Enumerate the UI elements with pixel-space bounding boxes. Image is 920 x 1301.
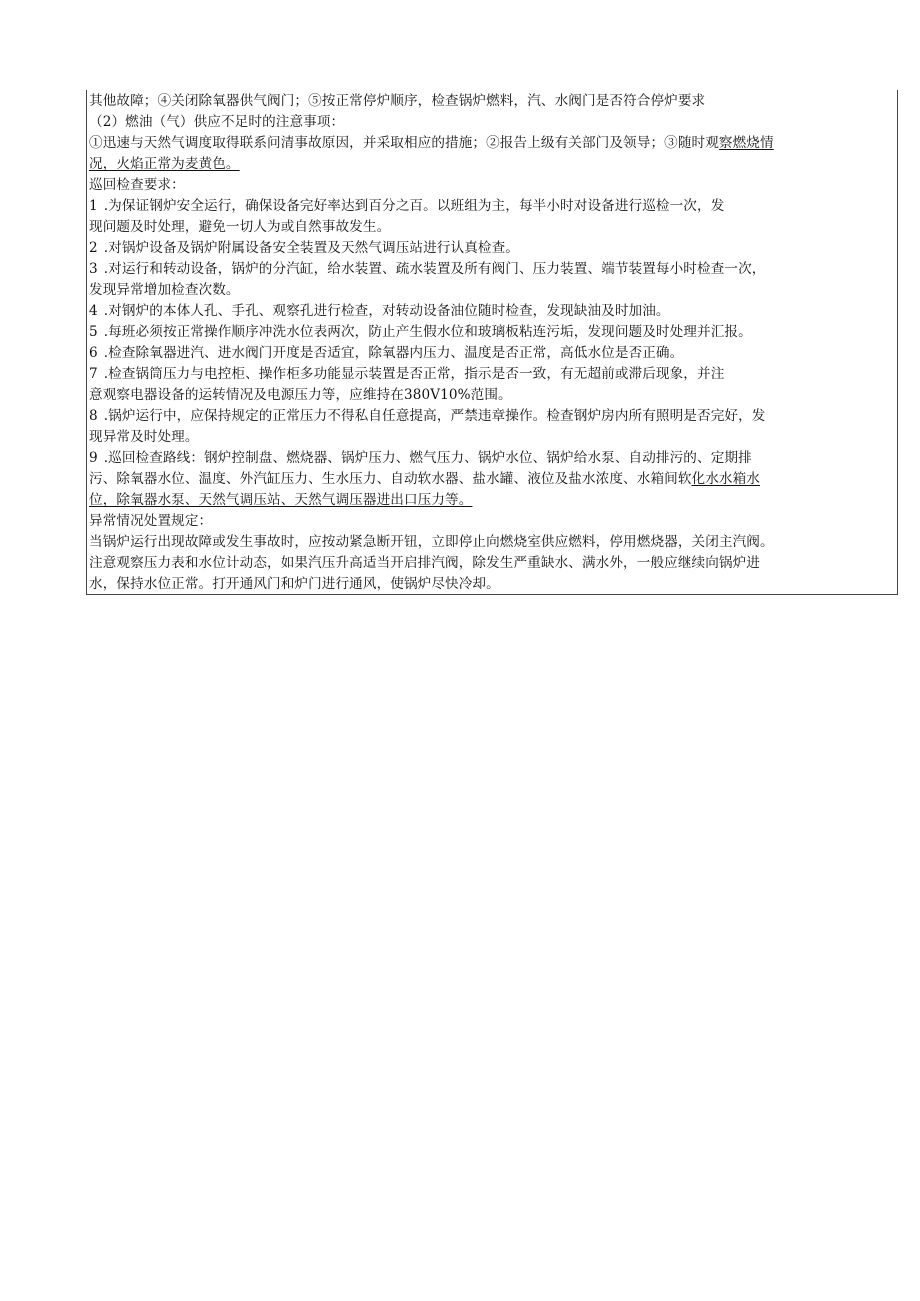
patrol-item-1: 1 .为保证钢炉安全运行，确保设备完好率达到百分之百。以班组为主，每半小时对设备进行巡检一次，发	[89, 198, 725, 214]
text-line-1: 其他故障；④关闭除氧器供气阀门；⑤按正常停炉顺序，检查锅炉燃料，汽、水阀门是否符合停炉要求	[89, 93, 706, 109]
abnormal-line-2: 注意观察压力表和水位计动态，如果汽压升高适当开启排汽阀，除发生严重缺水、满水外，一般应继续向锅炉进	[89, 555, 760, 571]
patrol-item-9-cont-2: 位，除氧器水泵、天然气调压站、天然气调压器进出口压力等。	[89, 492, 473, 508]
patrol-item-2: 2 .对锅炉设备及锅炉附属设备安全装置及天然气调压站进行认真检查。	[89, 240, 519, 256]
abnormal-line-1: 当锅炉运行出现故障或发生事故时，应按动紧急断开钮，立即停止向燃烧室供应燃料，停用燃烧器，关闭主汽阀。	[89, 534, 774, 550]
patrol-item-7: 7 .检查锅筒压力与电控柜、操作柜多功能显示装置是否正常，指示是否一致，有无超前或滞后现象，并注	[89, 366, 725, 382]
patrol-item-5: 5 .每班必须按正常操作顺序冲洗水位表两次，防止产生假水位和玻璃板粘连污垢，发现问题及时处理并汇报。	[89, 324, 752, 340]
patrol-item-3-cont: 发现异常增加检查次数。	[89, 282, 240, 298]
patrol-item-4: 4 .对钢炉的本体人孔、手孔、观察孔进行检查，对转动设备油位随时检查，发现缺油及时加油。	[89, 303, 670, 319]
patrol-item-9-cont: 污、除氧器水位、温度、外汽缸压力、生水压力、自动软水器、盐水罐、液位及盐水浓度、水箱间软化水水箱水	[89, 471, 760, 487]
patrol-item-7-cont: 意观察电器设备的运转情况及电源压力等，应维持在380V10%范围。	[89, 387, 512, 403]
text-line-3: ①迅速与天然气调度取得联系问清事故原因，并采取相应的措施；②报告上级有关部门及领导；③随时观察燃烧情	[89, 135, 774, 151]
patrol-item-8-cont: 现异常及时处理。	[89, 429, 199, 445]
patrol-item-1-cont: 现问题及时处理，避免一切人为或自然事故发生。	[89, 219, 391, 235]
section-heading-abnormal: 异常情况处置规定：	[89, 513, 213, 529]
patrol-item-3: 3 .对运行和转动设备，锅炉的分汽缸，给水装置、疏水装置及所有阀门、压力装置、端节装置每小时检查一次，	[89, 261, 766, 277]
text-line-2: （2）燃油（气）供应不足时的注意事项：	[89, 114, 345, 130]
patrol-item-9: 9 .巡回检查路线：钢炉控制盘、燃烧器、锅炉压力、燃气压力、锅炉水位、锅炉给水泵、自动排污的、定期排	[89, 450, 752, 466]
section-heading-patrol: 巡回检查要求：	[89, 177, 185, 193]
abnormal-line-3: 水，保持水位正常。打开通风门和炉门进行通风，使锅炉尽快冷却。	[89, 576, 500, 592]
text-line-4: 况，火焰正常为麦黄色。	[89, 156, 240, 172]
patrol-item-8: 8 .锅炉运行中，应保持规定的正常压力不得私自任意提高，严禁违章操作。检查钢炉房内所有照明是否完好，发	[89, 408, 766, 424]
patrol-item-6: 6 .检查除氧器进汽、进水阀门开度是否适宜，除氧器内压力、温度是否正常，高低水位是否正确。	[89, 345, 684, 361]
